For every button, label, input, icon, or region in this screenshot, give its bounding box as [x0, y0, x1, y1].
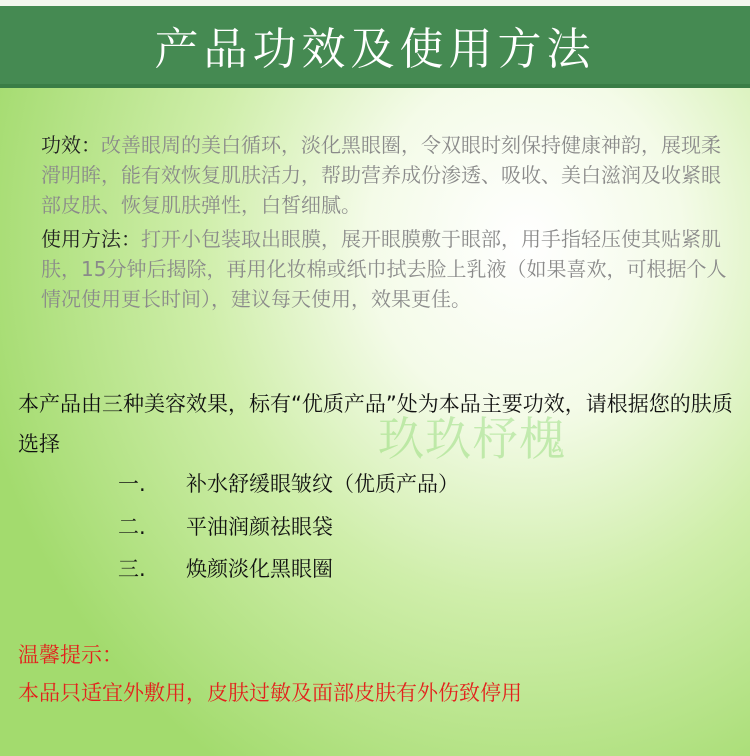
option-number: 二. — [118, 515, 146, 539]
efficacy-text: 改善眼周的美白循环，淡化黑眼圈，令双眼时刻保持健康神韵，展现柔滑明眸，能有效恢复肌肤活力，帮助营养成份渗透、吸收、美白滋润及收紧眼部皮肤、恢复肌肤弹性，白皙细腻。 — [41, 133, 721, 217]
watermark: 玖玖杼槐 — [378, 412, 566, 466]
efficacy-paragraph — [41, 130, 731, 220]
notice-text: 本品只适宜外敷用，皮肤过敏及面部皮肤有外伤致停用 — [18, 681, 522, 705]
efficacy-label: 功效： — [41, 133, 101, 157]
option-text: 补水舒缓眼皱纹（优质产品） — [186, 472, 459, 496]
option-number: 一. — [118, 472, 146, 496]
description-block — [41, 130, 731, 318]
intro-text: 本产品由三种美容效果，标有“优质产品”处为本品主要功效，请根据您的肤质选择 — [18, 392, 733, 456]
notice-title: 温馨提示： — [18, 643, 123, 667]
page-title: 产品功效及使用方法 — [154, 24, 596, 75]
option-text: 平油润颜祛眼袋 — [186, 515, 333, 539]
title-bar — [0, 6, 750, 88]
option-text: 焕颜淡化黑眼圈 — [186, 557, 333, 581]
usage-paragraph — [41, 224, 731, 314]
usage-label: 使用方法： — [41, 227, 141, 251]
usage-text: 打开小包装取出眼膜，展开眼膜敷于眼部，用手指轻压使其贴紧肌肤，15分钟后揭除，再用化妆棉或纸巾拭去脸上乳液（如果喜欢，可根据个人情况使用更长时间），建议每天使用，效果更佳。 — [41, 227, 727, 311]
option-number: 三. — [118, 557, 146, 581]
